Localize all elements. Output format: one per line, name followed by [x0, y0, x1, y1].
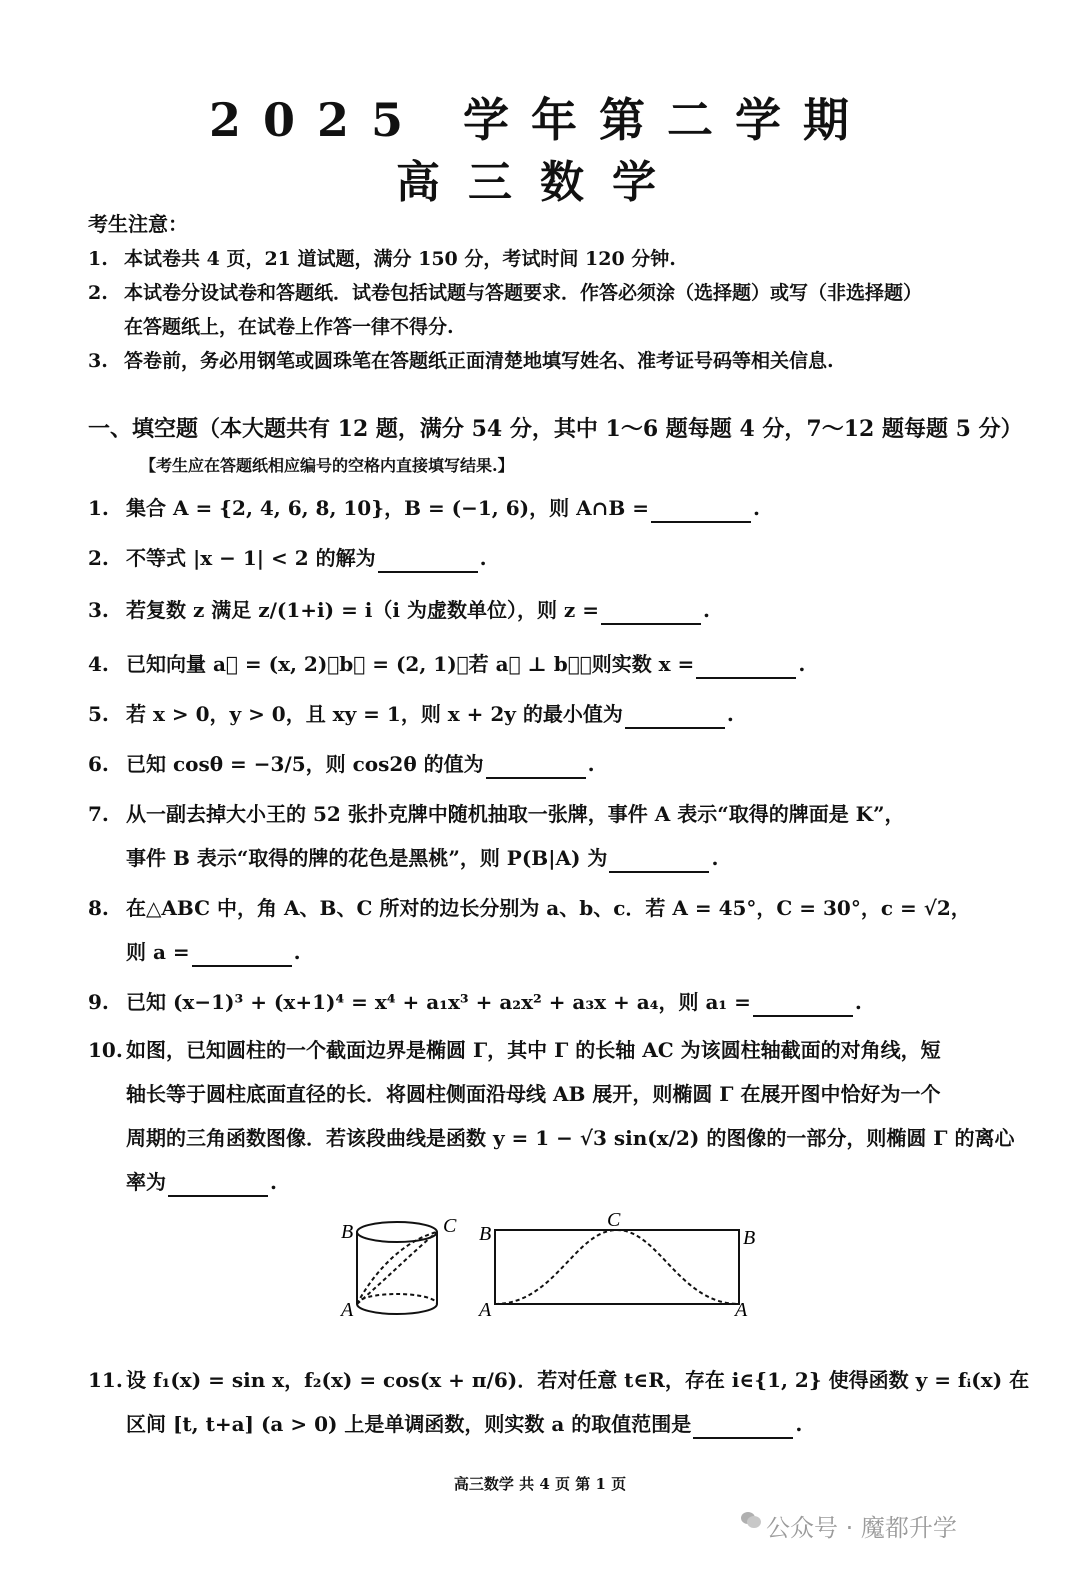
page-footer: 高三数学 共 4 页 第 1 页 [453, 1475, 627, 1493]
notice-item-2: 2. 本试卷分设试卷和答题纸．试卷包括试题与答题要求．作答必须涂（选择题）或写（非选择题） 在答题纸上，在试卷上作答一律不得分. [88, 282, 923, 338]
question-1: 1. 集合 A = {2, 4, 6, 8, 10}，B = (−1, 6)，则 A∩B = . [88, 486, 1038, 530]
section-heading: 一、填空题（本大题共有 12 题，满分 54 分，其中 1～6 题每题 4 分，7～12 题每题 5 分） [88, 416, 1023, 442]
label-b-left: B [341, 1221, 354, 1243]
label-b-rect-left: B [479, 1223, 492, 1245]
notice-heading: 考生注意： [88, 212, 188, 236]
question-10: 10. 如图，已知圆柱的一个截面边界是椭圆 Γ，其中 Γ 的长轴 AC 为该圆柱轴截面的对角线，短 轴长等于圆柱底面直径的长．将圆柱侧面沿母线 AB 展开，则椭圆 Γ 在展开图中恰好为一个 周期的三角函数图像．若该段曲线是函数 y = 1 − √3 sin(x/2) 的图像的一部分，则椭圆 Γ 的离心 率为 . [88, 1028, 1038, 1204]
section-note: 【考生应在答题纸相应编号的空格内直接填写结果.】 [140, 456, 514, 475]
answer-blank [609, 847, 709, 873]
title-term: 2025 学年第二学期 [208, 93, 872, 147]
question-6: 6. 已知 cosθ = −3/5，则 cos2θ 的值为 . [88, 742, 1038, 786]
question-4: 4. 已知向量 a⃗ = (x, 2)，b⃗ = (2, 1)，若 a⃗ ⊥ b⃗，则实数 x = . [88, 642, 1038, 686]
wechat-icon [740, 1510, 762, 1530]
cylinder-figure [325, 1210, 765, 1326]
label-a-rect-right: A [735, 1299, 748, 1321]
label-c-rect: C [607, 1210, 621, 1231]
label-c-left: C [443, 1215, 457, 1237]
answer-blank [192, 941, 292, 967]
unfolded-diagram [495, 1230, 739, 1304]
label-a-rect-left: A [479, 1299, 492, 1321]
answer-blank [601, 599, 701, 625]
question-3: 3. 若复数 z 满足 z/(1+i) = i（i 为虚数单位），则 z = . [88, 588, 1038, 632]
question-5: 5. 若 x > 0，y > 0，且 xy = 1，则 x + 2y 的最小值为 . [88, 692, 1038, 736]
title-subject: 高三数学 [396, 157, 684, 208]
question-9: 9. 已知 (x−1)³ + (x+1)⁴ = x⁴ + a₁x³ + a₂x² + a₃x + a₄，则 a₁ = . [88, 980, 1038, 1024]
label-b-rect-right: B [743, 1227, 756, 1249]
question-8: 8. 在△ABC 中，角 A、B、C 所对的边长分别为 a、b、c．若 A = 45°，C = 30°，c = √2， 则 a = . [88, 886, 1038, 974]
question-7: 7. 从一副去掉大小王的 52 张扑克牌中随机抽取一张牌，事件 A 表示“取得的牌面是 K”， 事件 B 表示“取得的牌的花色是黑桃”，则 P(B|A) 为 . [88, 792, 1038, 880]
answer-blank [378, 547, 478, 573]
question-11: 11. 设 f₁(x) = sin x，f₂(x) = cos(x + π/6)．若对任意 t∈R，存在 i∈{1, 2} 使得函数 y = fᵢ(x) 在 区间 [t, t+a] (a > 0) 上是单调函数，则实数 a 的取值范围是 . [88, 1358, 1038, 1446]
answer-blank [486, 753, 586, 779]
notice-item-1: 1. 本试卷共 4 页，21 道试题，满分 150 分，考试时间 120 分钟. [88, 248, 676, 270]
answer-blank [651, 497, 751, 523]
answer-blank [625, 703, 725, 729]
answer-blank [753, 991, 853, 1017]
watermark: 公众号 · 魔都升学 [766, 1514, 957, 1542]
question-2: 2. 不等式 |x − 1| < 2 的解为 . [88, 536, 1038, 580]
cylinder-diagram [357, 1222, 437, 1314]
notice-item-3: 3. 答卷前，务必用钢笔或圆珠笔在答题纸正面清楚地填写姓名、准考证号码等相关信息. [88, 350, 834, 372]
answer-blank [168, 1171, 268, 1197]
answer-blank [696, 653, 796, 679]
answer-blank [693, 1413, 793, 1439]
label-a-left: A [341, 1299, 354, 1321]
